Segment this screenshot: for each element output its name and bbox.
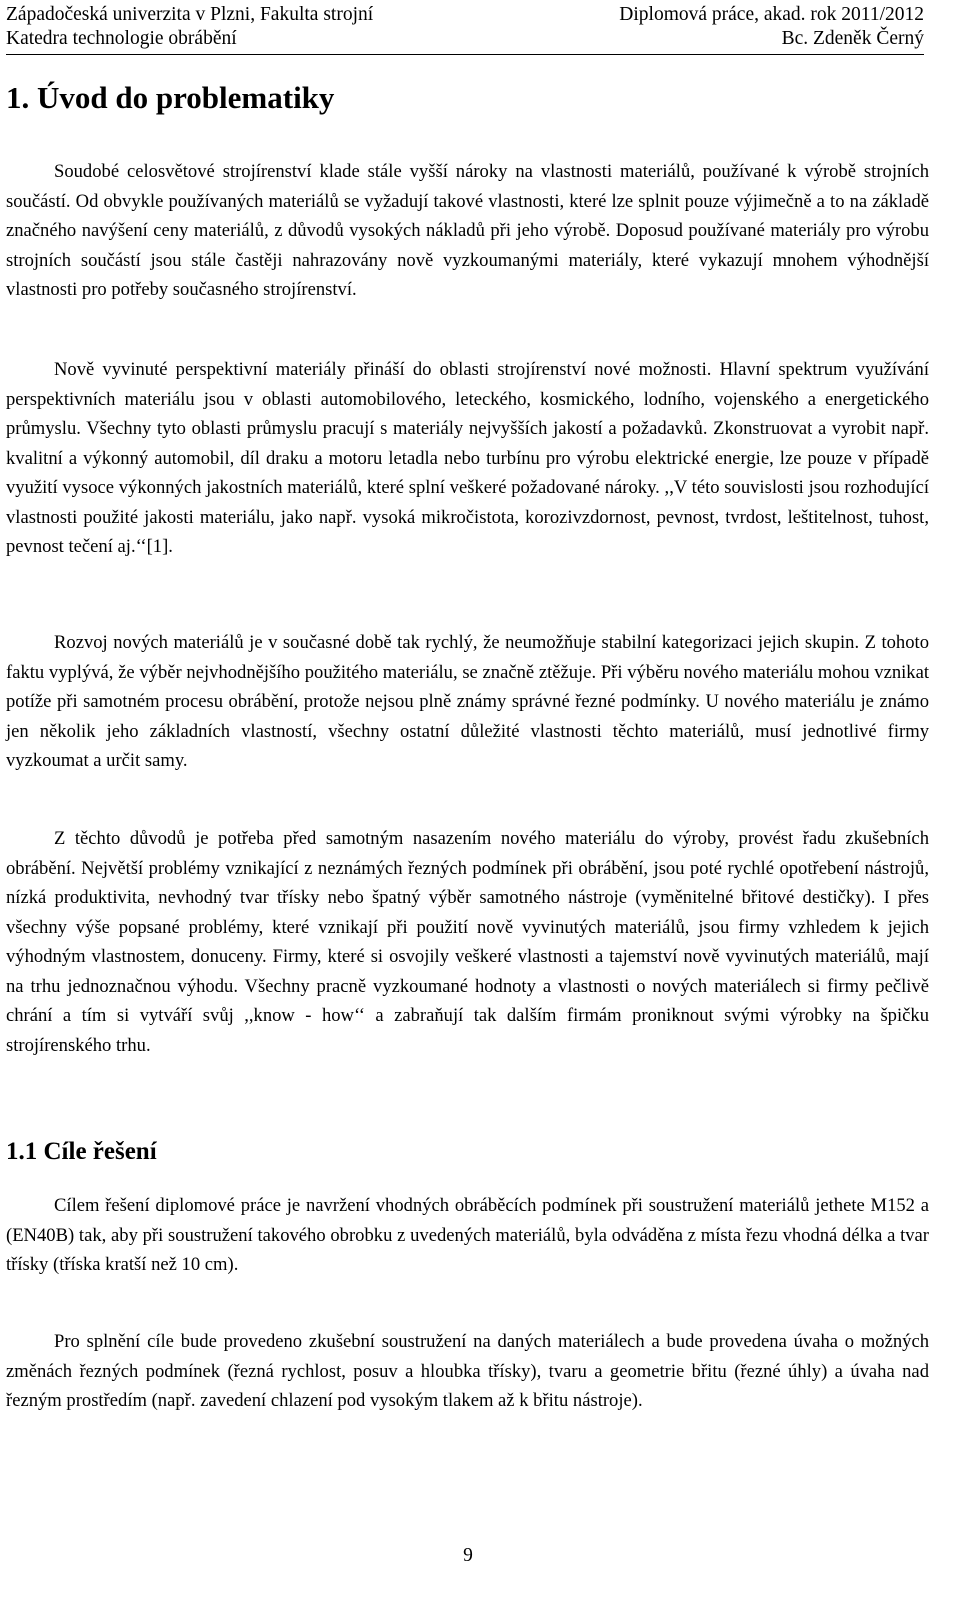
section-paragraph-4: Z těchto důvodů je potřeba před samotným nasazením nového materiálu do výroby, provést řadu zkušebních obrábění. Největší problémy vznikající z neznámých řezných podmínek při obrábění, jsou poté rychlé opotřebení nástrojů, nízká produktivita, nevhodný tvar třísky nebo špatný výběr samotného nástroje (vyměnitelné břitové destičky). I přes všechny výše popsané problémy, které vznikají při použití nově vyvinutých materiálů, jsou firmy vzhledem k jejich výhodným vlastnostem, donuceny. Firmy, které si osvojily veškeré vlastnosti a tajemství nově vyvinutých materiálů, mají na trhu jednoznačnou výhodu. Všechny pracně vyzkoumané hodnoty a vlastnosti o nových materiálech si firmy pečlivě chrání a tím si vytváří svůj ,,know - how‘‘ a zabraňují tak dalším firmám proniknout svými výrobky na špičku strojírenského trhu. bbox=[6, 828, 929, 1056]
header-thesis: Diplomová práce, akad. rok 2011/2012 bbox=[619, 4, 924, 25]
page-header bbox=[6, 3, 924, 51]
section-title: 1. Úvod do problematiky bbox=[6, 80, 335, 115]
header-university: Západočeská univerzita v Plzni, Fakulta strojní bbox=[6, 4, 374, 25]
section-paragraph-3: Rozvoj nových materiálů je v současné době tak rychlý, že neumožňuje stabilní kategorizaci jejich skupin. Z tohoto faktu vyplývá, že výběr nejvhodnějšího použitého materiálu, se značně ztěžuje. Při výběru nového materiálu mohou vznikat potíže při samotném procesu obrábění, protože nejsou plně známy správné řezné podmínky. U nového materiálu je známo jen několik jeho základních vlastností, všechny ostatní důležité vlastnosti těchto materiálů, musí jednotlivé firmy vyzkoumat a určit samy. bbox=[6, 632, 929, 771]
header-department: Katedra technologie obrábění bbox=[6, 28, 237, 49]
subsection-paragraph-2: Pro splnění cíle bude provedeno zkušební soustružení na daných materiálech a bude provedena úvaha o možných změnách řezných podmínek (řezná rychlost, posuv a hloubka třísky), tvaru a geometrie břitu (řezné úhly) a úvaha nad řezným prostředím (např. zavedení chlazení pod vysokým tlakem až k břitu nástroje). bbox=[6, 1331, 929, 1411]
header-row-bottom bbox=[6, 27, 924, 51]
section-paragraph-2: Nově vyvinuté perspektivní materiály přináší do oblasti strojírenství nové možnosti. Hlavní spektrum využívání perspektivních materiálu jsou v oblasti automobilového, leteckého, kosmického, lodního, vojenského a energetického průmyslu. Všechny tyto oblasti průmyslu pracují s materiály nejvyšších jakostí a požadavků. Zkonstruovat a vyrobit např. kvalitní a výkonný automobil, díl draku a motoru letadla nebo turbínu pro výrobu elektrické energie, lze pouze v případě využití vysoce výkonných jakostních materiálů, které splní veškeré požadované nároky. ,,V této souvislosti jsou rozhodující vlastnosti použité jakosti materiálu, jako např. vysoká mikročistota, korozivzdornost, pevnost, tvrdost, leštitelnost, tuhost, pevnost tečení aj.‘‘[1]. bbox=[6, 359, 929, 557]
page-number: 9 bbox=[463, 1545, 473, 1566]
header-divider bbox=[6, 54, 924, 55]
subsection-title: 1.1 Cíle řešení bbox=[6, 1138, 157, 1165]
header-author: Bc. Zdeněk Černý bbox=[781, 28, 924, 49]
subsection-paragraph-1: Cílem řešení diplomové práce je navržení vhodných obráběcích podmínek při soustružení materiálů jethete M152 a (EN40B) tak, aby při soustružení takového obrobku z uvedených materiálů, byla odváděna z místa řezu vhodná délka a tvar třísky (tříska kratší než 10 cm). bbox=[6, 1195, 929, 1275]
section-paragraph-1: Soudobé celosvětové strojírenství klade stále vyšší nároky na vlastnosti materiálů, používané k výrobě strojních součástí. Od obvykle používaných materiálů se vyžadují takové vlastnosti, které lze splnit pouze výjimečně a to na základě značného navýšení ceny materiálů, z důvodů vysokých nákladů při jeho výrobě. Doposud používané materiály pro výrobu strojních součástí jsou stále častěji nahrazovány nově vyzkoumanými materiály, které vykazují mnohem výhodnější vlastnosti pro potřeby současného strojírenství. bbox=[6, 161, 929, 300]
header-row-top bbox=[6, 3, 924, 27]
